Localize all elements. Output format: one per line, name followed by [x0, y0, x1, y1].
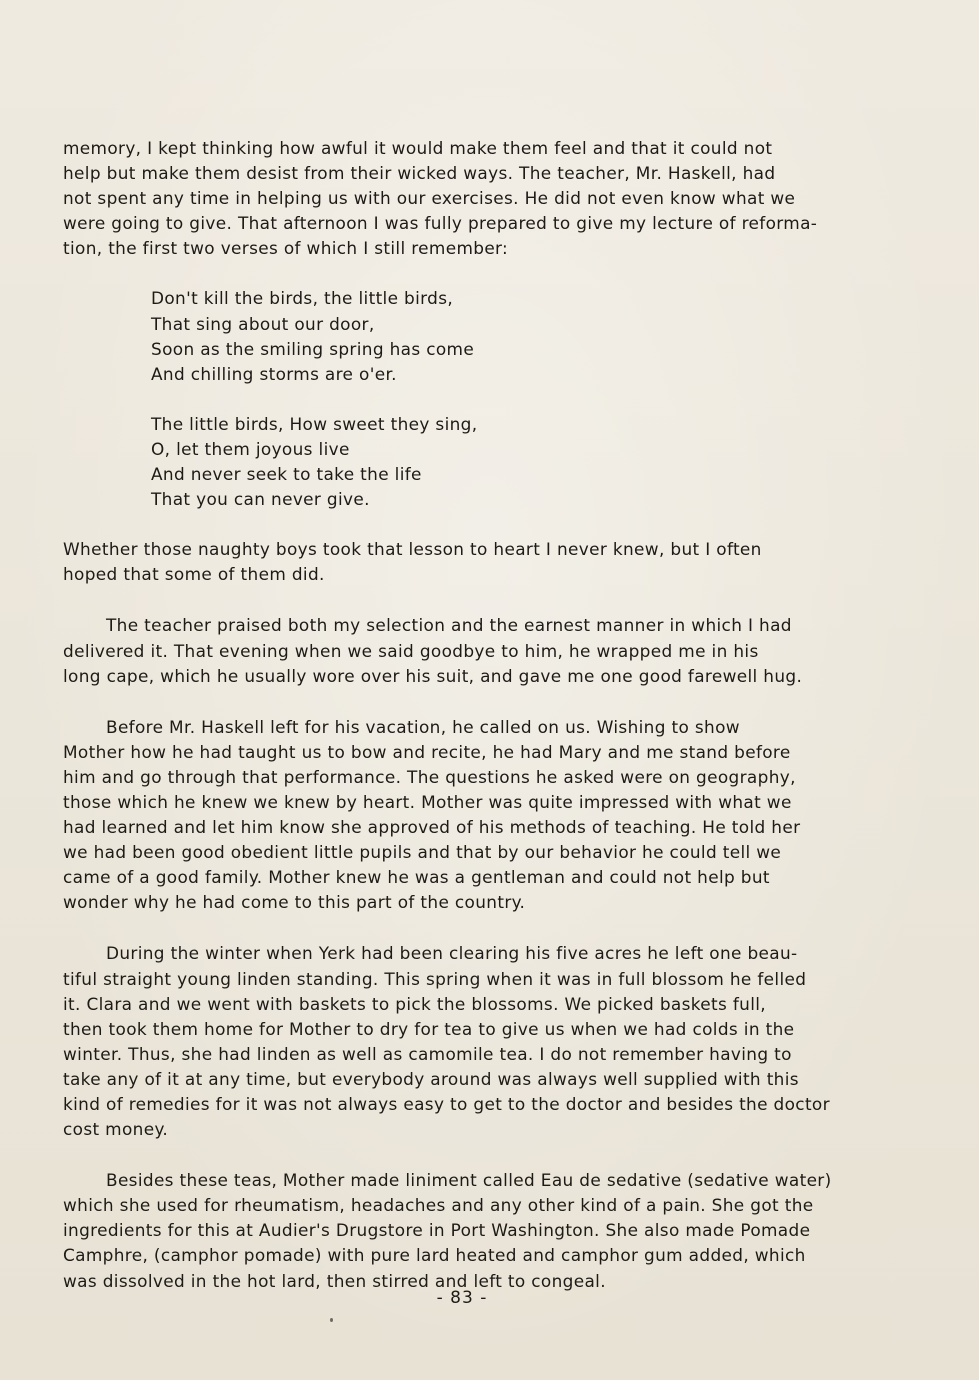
text-line: During the winter when Yerk had been clearing his five acres he left one beau-	[106, 943, 798, 964]
poem-line: O, let them joyous live	[151, 438, 350, 459]
poem-verse-1	[63, 286, 875, 386]
body-text	[63, 136, 875, 1294]
paragraph-4	[63, 715, 875, 916]
poem-line: That you can never give.	[151, 489, 370, 510]
text-line: not spent any time in helping us with our exercises. He did not even know what we	[63, 188, 796, 209]
text-line: help but make them desist from their wicked ways. The teacher, Mr. Haskell, had	[63, 163, 776, 184]
text-line: which she used for rheumatism, headaches and any other kind of a pain. She got the	[63, 1195, 814, 1216]
text-line: came of a good family. Mother knew he was a gentleman and could not help but	[63, 867, 770, 888]
text-line: Besides these teas, Mother made liniment called Eau de sedative (sedative water)	[106, 1170, 832, 1191]
poem-line: And never seek to take the life	[151, 464, 422, 485]
text-line: cost money.	[63, 1119, 169, 1140]
text-line: tion, the first two verses of which I still remember:	[63, 238, 509, 259]
poem-verse-2	[63, 412, 875, 512]
poem-line: That sing about our door,	[151, 313, 375, 334]
text-line: him and go through that performance. The questions he asked were on geography,	[63, 766, 796, 787]
text-line: were going to give. That afternoon I was fully prepared to give my lecture of reforma-	[63, 213, 818, 234]
poem-line: Don't kill the birds, the little birds,	[151, 288, 454, 309]
text-line: Camphre, (camphor pomade) with pure lard heated and camphor gum added, which	[63, 1245, 806, 1266]
text-line: Mother how he had taught us to bow and recite, he had Mary and me stand before	[63, 741, 791, 762]
text-line: Whether those naughty boys took that lesson to heart I never knew, but I often	[63, 539, 762, 560]
paragraph-6	[63, 1168, 875, 1293]
paragraph-5	[63, 941, 875, 1142]
paragraph-1	[63, 136, 875, 261]
text-line: those which he knew we knew by heart. Mother was quite impressed with what we	[63, 791, 792, 812]
text-line: wonder why he had come to this part of the country.	[63, 892, 526, 913]
text-line: we had been good obedient little pupils and that by our behavior he could tell we	[63, 842, 782, 863]
text-line: take any of it at any time, but everybody around was always well supplied with this	[63, 1068, 799, 1089]
poem-line: Soon as the smiling spring has come	[151, 338, 475, 359]
text-line: hoped that some of them did.	[63, 564, 325, 585]
paragraph-2	[63, 537, 875, 587]
text-line: it. Clara and we went with baskets to pick the blossoms. We picked baskets full,	[63, 993, 767, 1014]
text-line: had learned and let him know she approved of his methods of teaching. He told her	[63, 817, 801, 838]
text-line: kind of remedies for it was not always easy to get to the doctor and besides the doctor	[63, 1094, 830, 1114]
text-line: ingredients for this at Audier's Drugstore in Port Washington. She also made Pomade	[63, 1220, 811, 1241]
text-line: memory, I kept thinking how awful it would make them feel and that it could not	[63, 138, 773, 158]
ink-speck	[330, 1318, 333, 1322]
text-line: tiful straight young linden standing. This spring when it was in full blossom he felled	[63, 968, 807, 989]
text-line: then took them home for Mother to dry for tea to give us when we had colds in the	[63, 1018, 795, 1039]
page-number: - 83 -	[436, 1288, 488, 1308]
poem-line: The little birds, How sweet they sing,	[151, 413, 478, 434]
text-line: delivered it. That evening when we said goodbye to him, he wrapped me in his	[63, 640, 759, 661]
text-line: The teacher praised both my selection and the earnest manner in which I had	[106, 615, 792, 636]
text-line: was dissolved in the hot lard, then stirred and left to congeal.	[63, 1270, 606, 1291]
text-line: long cape, which he usually wore over his suit, and gave me one good farewell hug.	[63, 665, 803, 686]
text-line: winter. Thus, she had linden as well as camomile tea. I do not remember having to	[63, 1043, 792, 1064]
poem-line: And chilling storms are o'er.	[151, 363, 397, 384]
text-line: Before Mr. Haskell left for his vacation, he called on us. Wishing to show	[106, 716, 740, 737]
paragraph-3	[63, 613, 875, 688]
